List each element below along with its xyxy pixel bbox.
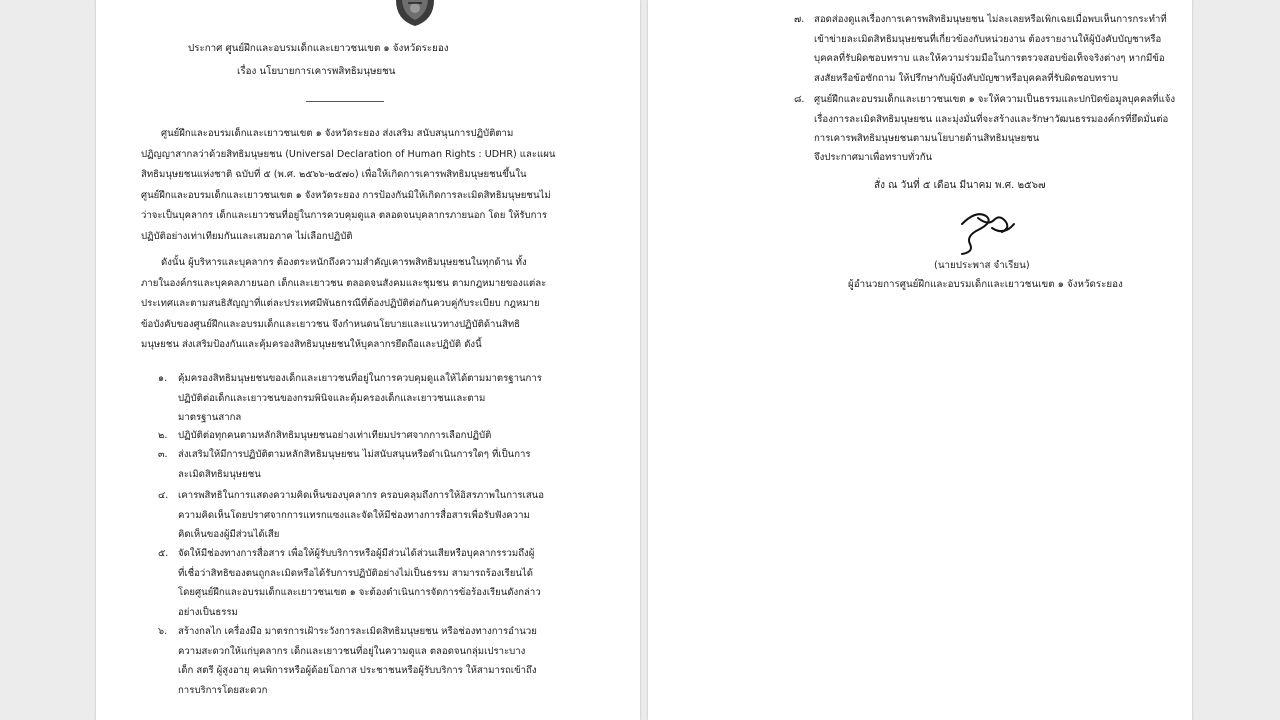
signer-name: (นายประพาส จำเรียน) <box>934 260 1030 271</box>
text-line: ดังนั้น ผู้บริหารและบุคลากร ต้องตระหนักถึงความสำคัญเคารพสิทธิมนุษยชนในทุกด้าน ทั้ง <box>161 257 527 268</box>
text-line: สร้างกลไก เครื่องมือ มาตรการเฝ้าระวังการละเมิดสิทธิมนุษยชน หรือช่องทางการอำนวย <box>178 626 537 637</box>
text-line: ความคิดเห็นโดยปราศจากการแทรกแซงและจัดให้มีช่องทางการสื่อสารเพื่อรับฟังความ <box>178 509 530 521</box>
item-number: ๔. <box>158 490 169 501</box>
date-line: สั่ง ณ วันที่ ๕ เดือน มีนาคม พ.ศ. ๒๕๖๗ <box>874 180 1046 191</box>
emblem-icon <box>388 0 442 28</box>
title-divider <box>306 101 384 102</box>
text-line: การเคารพสิทธิมนุษยชนตามนโยบายด้านสิทธิมนุษยชน <box>814 133 1040 144</box>
second-paragraph <box>141 253 546 356</box>
text-line: มนุษยชน ส่งเสริมป้องกันและคุ้มครองสิทธิมนุษยชนให้บุคลากรยึดถือและปฏิบัติ ดังนี้ <box>141 339 482 350</box>
signature-icon <box>948 206 1028 258</box>
text-line: ปฏิญญาสากลว่าด้วยสิทธิมนุษยชน (Universal Declaration of Human Rights : UDHR) และแผน <box>141 148 556 160</box>
text-line: ศูนย์ฝึกและอบรมเด็กและเยาวชนเขต ๑ จังหวัดระยอง การป้องกันมิให้เกิดการละเมิดสิทธิมนุษยชนไม่ <box>141 189 551 201</box>
text-line: ว่าจะเป็นบุคลากร เด็กและเยาวชนที่อยู่ในการควบคุมดูแล ตลอดจนบุคลากรภายนอก โดย ให้รับการ <box>141 210 547 221</box>
closing-line: จึงประกาศมาเพื่อทราบทั่วกัน <box>814 152 933 163</box>
text-line: เข้าข่ายละเมิดสิทธิมนุษยชนที่เกี่ยวข้องกับหน่วยงาน ต้องรายงานให้ผู้บังคับบัญชาหรือ <box>814 33 1162 45</box>
text-line: ประเทศและตามสนธิสัญญาที่แต่ละประเทศมีพันธกรณีที่ต้องปฏิบัติต่อกันควบคู่กับระเบียบ กฎหมาย <box>141 298 540 309</box>
text-line: ภายในองค์กรและบุคคลภายนอก เด็กและเยาวชน ตลอดจนสังคมและชุมชน ตามกฎหมายของแต่ละ <box>141 277 547 289</box>
item-number: ๓. <box>158 449 168 460</box>
text-line: เคารพสิทธิในการแสดงความคิดเห็นของบุคลากร ครอบคลุมถึงการให้อิสรภาพในการเสนอ <box>178 490 545 501</box>
text-line: เรื่องการละเมิดสิทธิมนุษยชน และมุ่งมั่นที่จะสร้างและรักษาวัฒนธรรมองค์กรที่ยึดมั่นต่อ <box>814 113 1169 125</box>
intro-paragraph <box>141 124 555 247</box>
text-line: อย่างเป็นธรรม <box>178 606 238 618</box>
text-line: ละเมิดสิทธิมนุษยชน <box>178 468 261 480</box>
text-line: สอดส่องดูแลเรื่องการเคารพสิทธิมนุษยชน ไม่ละเลยหรือเพิกเฉยเมื่อพบเห็นการกระทำที่ <box>814 14 1167 25</box>
text-line: ปฏิบัติอย่างเท่าเทียมกันและเสมอภาค ไม่เลือกปฏิบัติ <box>141 230 353 242</box>
text-line: จัดให้มีช่องทางการสื่อสาร เพื่อให้ผู้รับบริการหรือผู้มีส่วนได้ส่วนเสียหรือบุคลากรรวมถึงผู้ <box>178 548 535 559</box>
text-line: เด็ก สตรี ผู้สูงอายุ คนพิการหรือผู้ด้อยโอกาส ประชาชนหรือผู้รับบริการ ให้สามารถเข้าถึง <box>178 665 537 676</box>
text-line: โดยศูนย์ฝึกและอบรมเด็กและเยาวชนเขต ๑ จะต้องดำเนินการจัดการข้อร้องเรียนดังกล่าว <box>178 587 541 598</box>
item-number: ๑. <box>158 373 168 384</box>
text-line: มาตรฐานสากล <box>178 412 242 423</box>
signer-title: ผู้อำนวยการศูนย์ฝึกและอบรมเด็กและเยาวชนเขต ๑ จังหวัดระยอง <box>848 279 1123 290</box>
text-line: ส่งเสริมให้มีการปฏิบัติตามหลักสิทธิมนุษยชน ไม่สนับสนุนหรือดำเนินการใดๆ ที่เป็นการ <box>178 449 531 460</box>
announcement-subject: เรื่อง นโยบายการเคารพสิทธิมนุษยชน <box>237 66 396 77</box>
text-line: ปฏิบัติต่อทุกคนตามหลักสิทธิมนุษยชนอย่างเท่าเทียมปราศจากการเลือกปฏิบัติ <box>178 430 492 441</box>
item-number: ๒. <box>158 430 168 441</box>
item-number: ๘. <box>794 94 805 105</box>
document-page-1[interactable] <box>96 0 640 720</box>
text-line: ข้อบังคับของศูนย์ฝึกและอบรมเด็กและเยาวชน จึงกำหนดนโยบายและแนวทางปฏิบัติด้านสิทธิ <box>141 318 521 330</box>
text-line: สิทธิมนุษยชนแห่งชาติ ฉบับที่ ๕ (พ.ศ. ๒๕๖๖-๒๕๗๐) เพื่อให้เกิดการเคารพสิทธิมนุษยชนขึ้นใน <box>141 169 527 180</box>
text-line: คุ้มครองสิทธิมนุษยชนของเด็กและเยาวชนที่อยู่ในการควบคุมดูแลให้ได้ตามมาตรฐานการ <box>178 373 542 384</box>
announcement-title: ประกาศ ศูนย์ฝึกและอบรมเด็กและเยาวชนเขต ๑ จังหวัดระยอง <box>188 43 449 54</box>
document-page-2[interactable] <box>648 0 1192 720</box>
item-number: ๕. <box>158 548 169 559</box>
item-number: ๖. <box>158 626 168 637</box>
text-line: คิดเห็นของผู้มีส่วนได้เสีย <box>178 529 280 540</box>
text-line: ที่เชื่อว่าสิทธิของตนถูกละเมิดหรือได้รับการปฏิบัติอย่างไม่เป็นธรรม สามารถร้องเรียนได้ <box>178 567 533 579</box>
text-line: การบริการโดยสะดวก <box>178 684 268 696</box>
text-line: บุคคลที่รับผิดชอบทราบ และให้ความร่วมมือในการตรวจสอบข้อเท็จจริงต่างๆ หากมีข้อ <box>814 53 1165 64</box>
item-number: ๗. <box>794 14 805 25</box>
text-line: ปฏิบัติต่อเด็กและเยาวชนของกรมพินิจและคุ้มครองเด็กและเยาวชนและตาม <box>178 392 486 404</box>
text-line: ศูนย์ฝึกและอบรมเด็กและเยาวชนเขต ๑ จังหวัดระยอง ส่งเสริม สนับสนุนการปฏิบัติตาม <box>161 128 514 139</box>
text-line: สงสัยหรือข้อซักถาม ให้ปรึกษากับผู้บังคับบัญชาหรือบุคคลที่รับผิดชอบทราบ <box>814 72 1118 84</box>
text-line: ความสะดวกให้แก่บุคลากร เด็กและเยาวชนที่อยู่ในความดูแล ตลอดจนกลุ่มเปราะบาง <box>178 645 526 657</box>
text-line: ศูนย์ฝึกและอบรมเด็กและเยาวชนเขต ๑ จะให้ความเป็นธรรมและปกปิดข้อมูลบุคคลที่แจ้ง <box>814 94 1176 105</box>
